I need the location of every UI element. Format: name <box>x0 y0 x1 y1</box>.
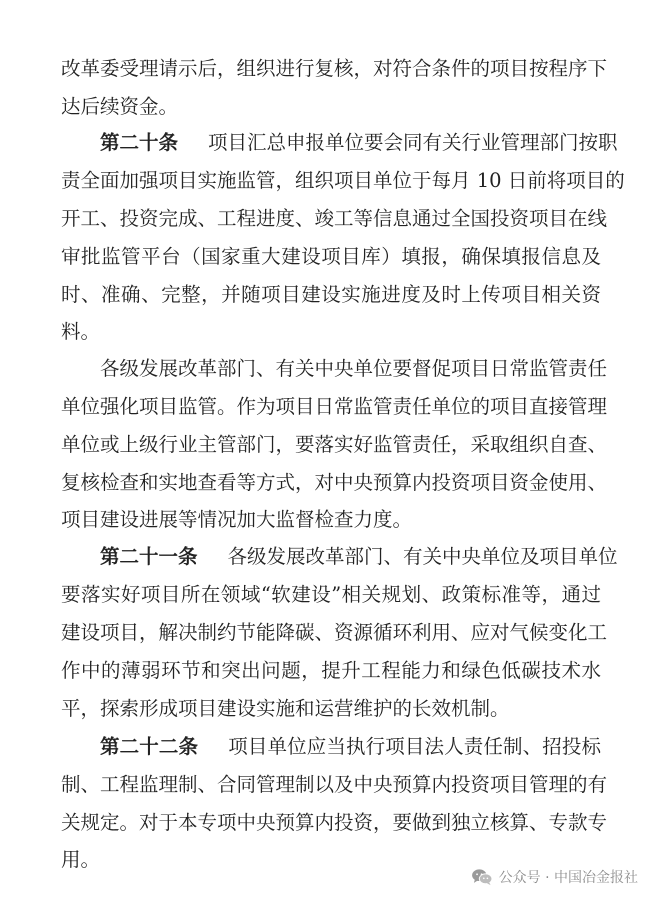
article-21-first-line <box>100 543 618 571</box>
paragraph-line: 平，探索形成项目建设实施和运营维护的长效机制。 <box>61 697 510 720</box>
paragraph-line: 要落实好项目所在领域“软建设”相关规划、政策标准等，通过 <box>61 583 601 606</box>
article-20-first-line <box>100 129 618 157</box>
paragraph-line: 作中的薄弱环节和突出问题，提升工程能力和绿色低碳技术水 <box>61 659 601 682</box>
watermark-text: 公众号 · 中国冶金报社 <box>498 870 638 886</box>
paragraph-line: 改革委受理请示后，组织进行复核，对符合条件的项目按程序下 <box>61 57 608 80</box>
paragraph-line: 责全面加强项目实施监管，组织项目单位于每月 10 日前将项目的 <box>61 169 625 192</box>
paragraph-line: 项目汇总申报单位要会同有关行业管理部门按职 <box>208 131 618 154</box>
paragraph-line: 单位或上级行业主管部门，要落实好监管责任，采取组织自查、 <box>61 433 608 456</box>
paragraph-line: 料。 <box>61 320 101 343</box>
paragraph-line: 项目建设进展等情况加大监督检查力度。 <box>61 508 413 531</box>
paragraph-line: 各级发展改革部门、有关中央单位及项目单位 <box>227 545 618 568</box>
wechat-icon <box>471 868 493 886</box>
paragraph-line: 制、工程监理制、合同管理制以及中央预算内投资项目管理的有 <box>61 773 608 796</box>
article-22-first-line <box>100 733 601 761</box>
paragraph-line: 达后续资金。 <box>61 95 179 118</box>
paragraph-line: 复核检查和实地查看等方式，对中央预算内投资项目资金使用、 <box>61 471 608 494</box>
paragraph-line: 关规定。对于本专项中央预算内投资，要做到独立核算、专款专 <box>61 811 608 834</box>
article-20-heading: 第二十条 <box>100 131 179 154</box>
paragraph-line: 时、准确、完整，并随项目建设实施进度及时上传项目相关资 <box>61 283 601 306</box>
paragraph-line: 单位强化项目监管。作为项目日常监管责任单位的项目直接管理 <box>61 395 608 418</box>
paragraph-line: 审批监管平台（国家重大建设项目库）填报，确保填报信息及 <box>61 245 601 268</box>
paragraph-line: 项目单位应当执行项目法人责任制、招投标 <box>228 735 601 758</box>
wechat-watermark <box>471 867 638 887</box>
paragraph-line: 用。 <box>61 848 101 871</box>
paragraph-line: 各级发展改革部门、有关中央单位要督促项目日常监管责任 <box>100 357 608 380</box>
article-21-heading: 第二十一条 <box>100 545 198 568</box>
article-22-heading: 第二十二条 <box>100 735 199 758</box>
paragraph-line: 开工、投资完成、工程进度、竣工等信息通过全国投资项目在线 <box>61 207 608 230</box>
paragraph-line: 建设项目，解决制约节能降碳、资源循环利用、应对气候变化工 <box>61 621 608 644</box>
